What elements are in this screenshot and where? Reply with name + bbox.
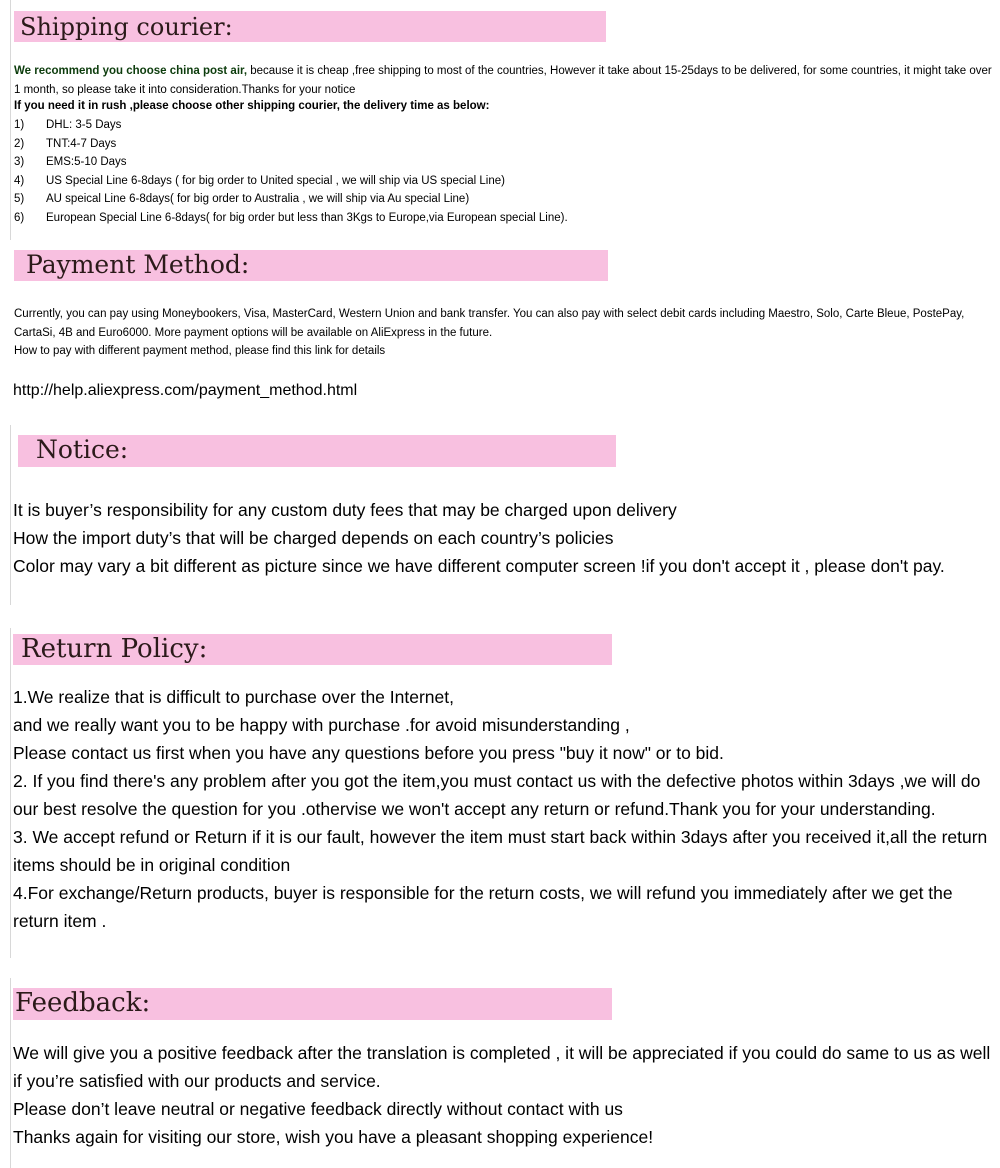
section-title: Payment Method: [26,250,250,279]
list-item: 5) AU speical Line 6-8days( for big order to Australia , we will ship via Au special Line) [14,193,470,205]
list-item: 1) DHL: 3-5 Days [14,119,122,131]
notice-text [13,496,985,580]
left-divider [10,978,11,1168]
section-banner [13,634,612,665]
recommend-text: We recommend you choose china post air, [14,65,248,77]
section-banner [18,435,616,467]
left-divider [10,0,11,240]
policy-line: 1.We realize that is difficult to purchase over the Internet, [13,687,454,707]
list-item: 2) TNT:4-7 Days [14,137,117,150]
left-divider [10,628,11,958]
notice-line: It is buyer’s responsibility for any custom duty fees that may be charged upon delivery [13,500,677,520]
feedback-text [13,1039,991,1151]
policy-line: 3. We accept refund or Return if it is our fault, however the item must start back within 3days after you received it,all the return items should be in original condition [13,827,988,875]
policy-line: Please contact us first when you have any questions before you press "buy it now" or to bid. [13,743,724,763]
list-item: 6) European Special Line 6-8days( for big order but less than 3Kgs to Europe,via European special Line). [14,211,568,224]
policy-line: and we really want you to be happy with purchase .for avoid misunderstanding , [13,715,630,735]
section-title: Notice: [36,435,129,464]
section-banner [13,988,612,1020]
section-title: Shipping courier: [20,13,233,41]
section-title: Feedback: [15,988,151,1018]
shipping-options-list [14,116,992,227]
notice-line: How the import duty’s that will be charged depends on each country’s policies [13,528,614,548]
section-title: Return Policy: [21,634,208,664]
payment-body: Currently, you can pay using Moneybookers, Visa, MasterCard, Western Union and bank transfer. You can also pay with select debit cards including Maestro, Solo, Carte Bleue, PostePay, CartaSi, 4B and Euro6000. More payment options will be available on AliExpress in the future. [14,308,965,339]
payment-howto: How to pay with different payment method, please find this link for details [14,345,386,357]
rush-note: If you need it in rush ,please choose other shipping courier, the delivery time as below: [14,100,490,112]
return-policy-text [13,683,991,935]
left-divider [10,425,11,605]
policy-line: 4.For exchange/Return products, buyer is responsible for the return costs, we will refund you immediately after we get the return item . [13,883,953,931]
notice-line: Color may vary a bit different as picture since we have different computer screen !if you don't accept it , please don't pay. [13,556,945,576]
recommend-detail: because it is cheap ,free shipping to most of the countries, However it take about 15-25days to be delivered, for some countries, it might take over 1 month, so please take it into consideration.Thanks for your notice [14,65,992,96]
list-item: 3) EMS:5-10 Days [14,156,127,168]
feedback-line: We will give you a positive feedback after the translation is completed , it will be appreciated if you could do same to us as well if you’re satisfied with our products and service. [13,1043,991,1091]
section-banner [14,11,606,42]
list-item: 4) US Special Line 6-8days ( for big order to United special , we will ship via US special Line) [14,174,505,187]
feedback-line: Please don’t leave neutral or negative feedback directly without contact with us [13,1099,623,1119]
payment-method-link[interactable]: http://help.aliexpress.com/payment_method.html [13,382,358,399]
feedback-line: Thanks again for visiting our store, wish you have a pleasant shopping experience! [13,1127,654,1147]
shipping-intro [14,62,992,99]
section-banner [14,250,608,281]
policy-line: 2. If you find there's any problem after you got the item,you must contact us with the defective photos within 3days ,we will do our best resolve the question for you .othervise we won't accept any return or refund.Thank you for your understanding. [13,771,981,819]
